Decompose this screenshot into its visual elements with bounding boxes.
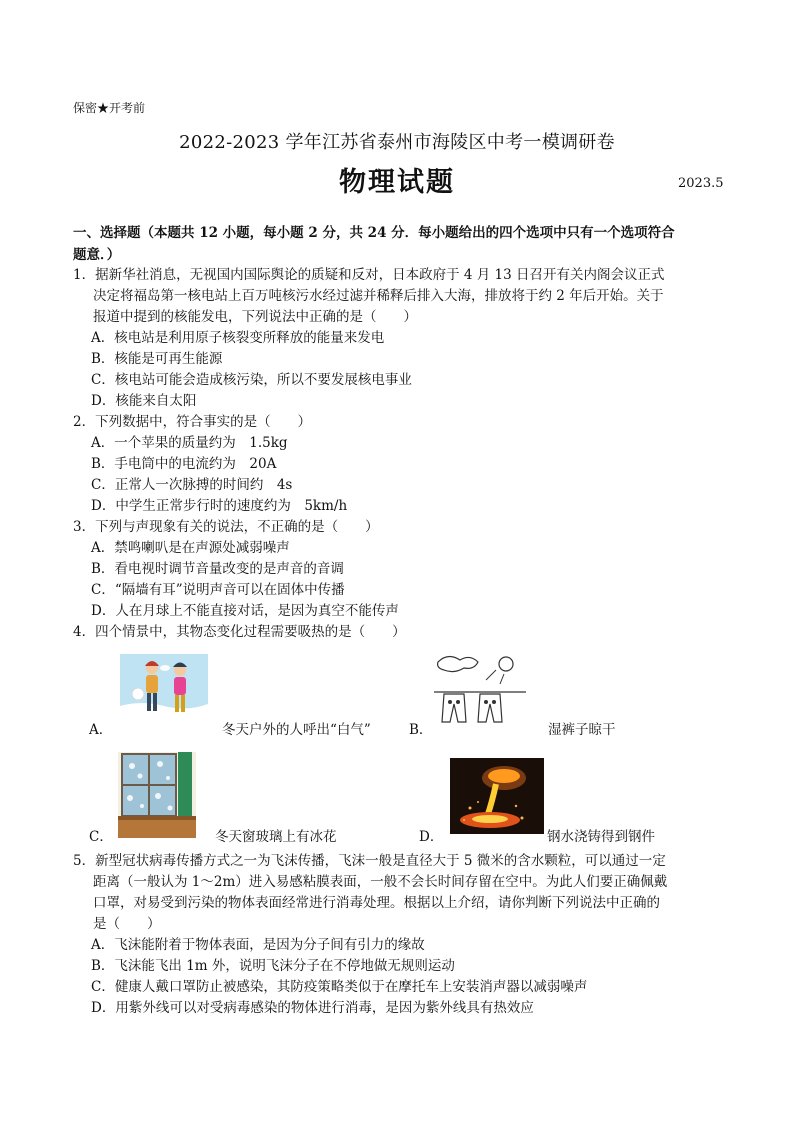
people-in-snow-image xyxy=(120,654,208,722)
exam-date: 2023.5 xyxy=(678,176,724,191)
question-4-option-b-letter[interactable]: B． xyxy=(409,722,433,738)
confidential-label: 保密★开考前 xyxy=(73,101,146,115)
question-1-stem-line1: 1．据新华社消息，无视国内国际舆论的质疑和反对，日本政府于 4 月 13 日召开有关内阁会议正式 xyxy=(73,267,665,283)
question-1-stem-line3: 报道中提到的核能发电，下列说法中正确的是（ ） xyxy=(93,309,417,325)
question-4-option-a-caption: 冬天户外的人呼出“白气” xyxy=(222,722,371,738)
question-5-stem-line4: 是（ ） xyxy=(93,916,161,932)
question-4-option-a-letter[interactable]: A． xyxy=(89,722,113,738)
question-5-option-d[interactable]: D．用紫外线可以对受病毒感染的物体进行消毒，是因为紫外线具有热效应 xyxy=(91,1000,534,1016)
section-heading-line1: 一、选择题（本题共 12 小题，每小题 2 分，共 24 分．每小题给出的四个选项中只有一个选项符合 xyxy=(73,225,675,241)
question-4-option-c-letter[interactable]: C． xyxy=(89,829,113,845)
molten-steel-image xyxy=(450,758,544,834)
question-4-option-d-caption: 钢水浇铸得到钢件 xyxy=(547,829,655,845)
question-4-option-b-caption: 湿裤子晾干 xyxy=(548,722,616,738)
subject-title: 物理试题 xyxy=(339,167,455,198)
drying-pants-image xyxy=(434,652,526,728)
section-heading xyxy=(73,222,723,266)
question-4-option-c-caption: 冬天窗玻璃上有冰花 xyxy=(215,829,337,845)
question-1-stem-line2: 决定将福岛第一核电站上百万吨核污水经过滤并稀释后排入大海，排放将于约 2 年后开始。关于 xyxy=(93,288,664,304)
section-heading-line2: 题意．） xyxy=(73,247,121,263)
question-5-option-c[interactable]: C．健康人戴口罩防止被感染，其防疫策略类似于在摩托车上安装消声器以减弱噪声 xyxy=(91,979,588,995)
question-2-stem: 2．下列数据中，符合事实的是（ ） xyxy=(73,414,312,430)
question-4-option-d-letter[interactable]: D． xyxy=(419,829,444,845)
question-2-option-b[interactable]: B．手电筒中的电流约为 20A xyxy=(91,456,277,472)
question-1-option-b[interactable]: B．核能是可再生能源 xyxy=(91,351,223,367)
question-5-option-a[interactable]: A．飞沫能附着于物体表面，是因为分子间有引力的缘故 xyxy=(91,937,425,953)
question-2-option-d[interactable]: D．中学生正常步行时的速度约为 5km/h xyxy=(91,498,348,514)
question-4-stem: 4．四个情景中，其物态变化过程需要吸热的是（ ） xyxy=(73,624,406,640)
question-3-stem: 3．下列与声现象有关的说法，不正确的是（ ） xyxy=(73,519,379,535)
question-3-option-d[interactable]: D．人在月球上不能直接对话，是因为真空不能传声 xyxy=(91,603,399,619)
question-3-option-b[interactable]: B．看电视时调节音量改变的是声音的音调 xyxy=(91,561,344,577)
question-5-stem-line2: 距离（一般认为 1～2m）进入易感粘膜表面，一般不会长时间存留在空中。为此人们要正确佩戴 xyxy=(93,874,668,890)
question-3-option-c[interactable]: C．“隔墙有耳”说明声音可以在固体中传播 xyxy=(91,582,345,598)
question-1-option-a[interactable]: A．核电站是利用原子核裂变所释放的能量来发电 xyxy=(91,330,385,346)
exam-title: 2022-2023 学年江苏省泰州市海陵区中考一模调研卷 xyxy=(179,132,615,153)
question-2-option-c[interactable]: C．正常人一次脉搏的时间约 4s xyxy=(91,477,293,493)
question-1-option-d[interactable]: D．核能来自太阳 xyxy=(91,393,197,409)
frosted-window-image xyxy=(118,752,196,838)
question-3-option-a[interactable]: A．禁鸣喇叭是在声源处减弱噪声 xyxy=(91,540,290,556)
question-5-option-b[interactable]: B．飞沫能飞出 1m 外，说明飞沫分子在不停地做无规则运动 xyxy=(91,958,455,974)
question-5-stem-line3: 口罩，对易受到污染的物体表面经常进行消毒处理。根据以上介绍，请你判断下列说法中正确的 xyxy=(93,895,660,911)
question-5-stem-line1: 5．新型冠状病毒传播方式之一为飞沫传播，飞沫一般是直径大于 5 微米的含水颗粒，可以通过一定 xyxy=(73,853,666,869)
question-2-option-a[interactable]: A．一个苹果的质量约为 1.5kg xyxy=(91,435,288,451)
question-1-option-c[interactable]: C．核电站可能会造成核污染，所以不要发展核电事业 xyxy=(91,372,412,388)
